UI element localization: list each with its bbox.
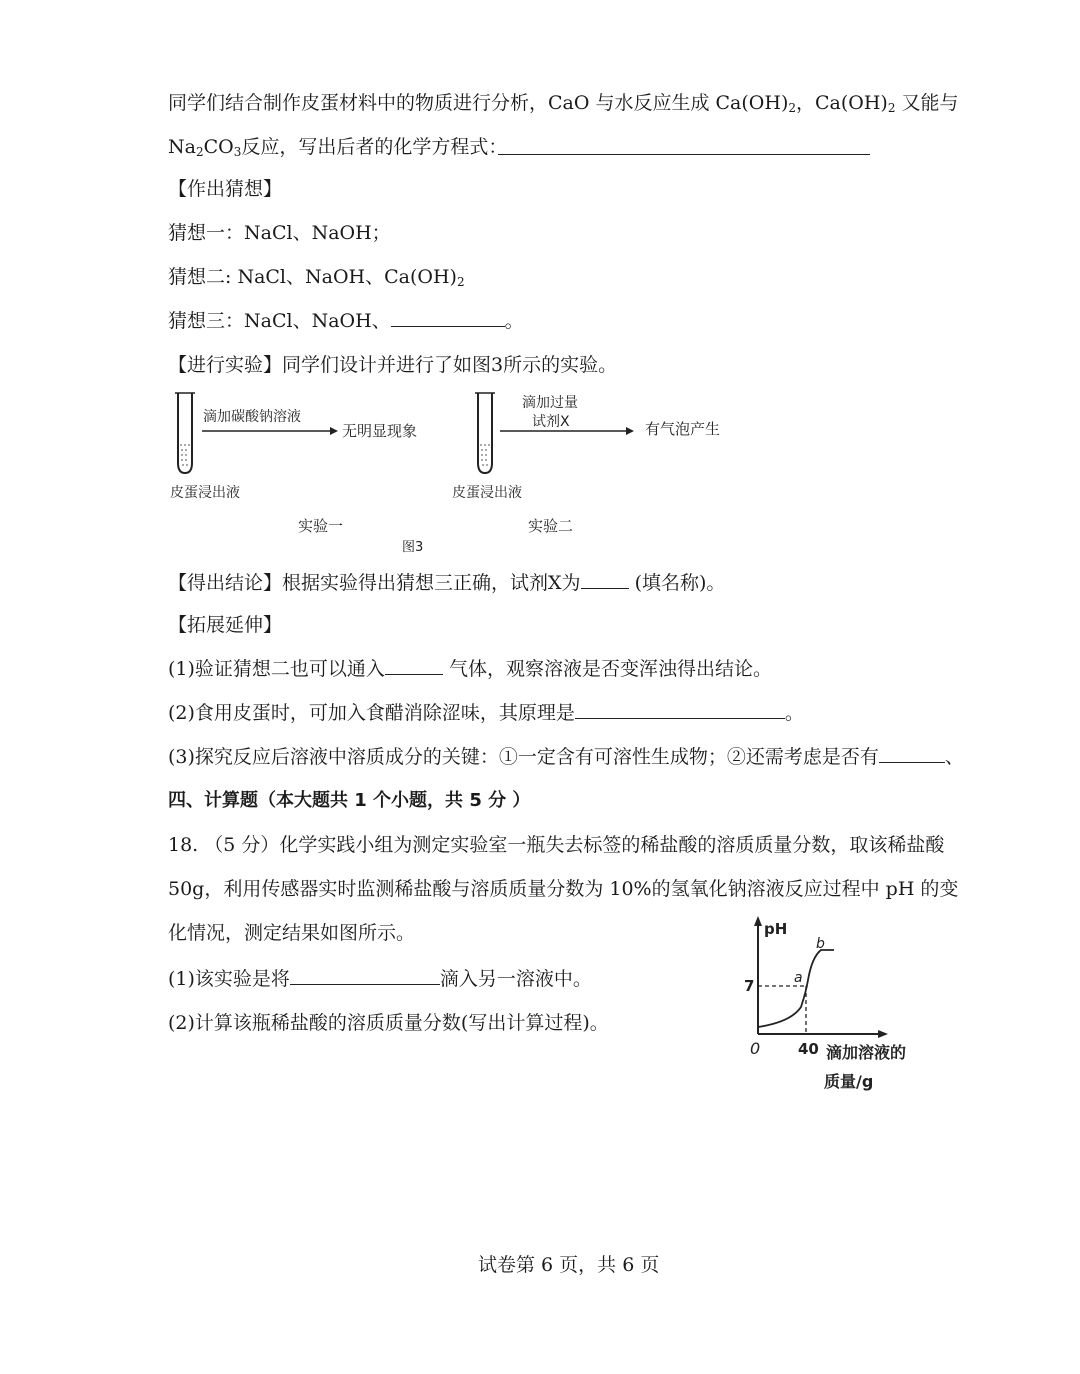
text: (填名称)。 (628, 572, 726, 594)
guess-one: 猜想一：NaCl、NaOH； (168, 222, 391, 244)
origin-label: 0 (750, 1039, 761, 1058)
section-title: 四、计算题（本大题共 1 个小题，共 5 分 ） (168, 790, 531, 811)
text: (2)食用皮蛋时，可加入食醋消除涩味，其原理是 (168, 702, 575, 724)
question-18-sub-1 (168, 966, 592, 992)
exp1-sample-label: 皮蛋浸出液 (170, 485, 240, 501)
y-tick-label: 7 (744, 977, 755, 995)
reagent-x-blank[interactable] (581, 570, 629, 589)
y-axis-arrow-icon (754, 916, 762, 926)
gas-blank[interactable] (385, 656, 443, 675)
consideration-blank[interactable] (879, 744, 945, 763)
text: 。 (784, 702, 804, 724)
text: Na (168, 136, 196, 158)
point-b-label: b (816, 936, 825, 952)
text: ，Ca(OH) (796, 92, 888, 114)
heading-extend: 【拓展延伸】 (168, 614, 283, 636)
text: (1)该实验是将 (168, 968, 290, 990)
text: 猜想二: NaCl、NaOH、Ca(OH) (168, 266, 457, 288)
text: 【得出结论】根据实验得出猜想三正确，试剂X为 (168, 572, 581, 594)
extension-1 (168, 656, 772, 682)
question-18-line-1: 18. （5 分）化学实践小组为测定实验室一瓶失去标签的稀盐酸的溶质质量分数，取该稀盐酸 (168, 834, 945, 856)
text: CO (203, 136, 234, 158)
guess-three-blank[interactable] (391, 308, 505, 327)
exp1-action-label: 滴加碳酸钠溶液 (203, 409, 301, 425)
x-axis-arrow-icon (878, 1030, 888, 1038)
text: 反应，写出后者的化学方程式： (241, 136, 508, 158)
ph-curve-graph (736, 912, 926, 1097)
conclusion (168, 570, 725, 596)
arrow-head-icon (330, 427, 338, 435)
test-tube-icon (175, 393, 195, 473)
experiment-intro: 【进行实验】同学们设计并进行了如图3所示的实验。 (168, 354, 618, 376)
ph-curve (758, 950, 834, 1027)
text: (3)探究反应后溶液中溶质成分的关键：①一定含有可溶性生成物；②还需考虑是否有 (168, 746, 879, 768)
principle-blank[interactable] (575, 700, 785, 719)
exp2-action-label-1: 滴加过量 (522, 395, 578, 411)
equation-answer-blank[interactable] (498, 154, 870, 155)
x-tick-label: 40 (798, 1040, 819, 1058)
question-18-line-2: 50g，利用传感器实时监测稀盐酸与溶质质量分数为 10%的氢氧化钠溶液反应过程中 pH 的变 (168, 878, 959, 900)
text: 、 (944, 746, 964, 768)
text: 又能与 (895, 92, 959, 114)
text: 同学们结合制作皮蛋材料中的物质进行分析，CaO 与水反应生成 Ca(OH) (168, 92, 789, 114)
guess-two (168, 264, 465, 290)
exp2-name-label: 实验二 (528, 517, 574, 535)
paragraph-line-1 (168, 90, 959, 116)
subscript: 2 (195, 145, 204, 159)
exp2-result-label: 有气泡产生 (645, 420, 721, 438)
figure-3-diagram (160, 385, 760, 560)
exp1-name-label: 实验一 (298, 517, 344, 535)
extension-3 (168, 744, 964, 770)
extension-2 (168, 700, 804, 726)
page-footer: 试卷第 6 页，共 6 页 (478, 1254, 660, 1276)
text: (1)验证猜想二也可以通入 (168, 658, 385, 680)
subscript: 2 (456, 275, 465, 289)
subscript: 3 (233, 145, 242, 159)
arrow-head-icon (626, 427, 634, 435)
text: 猜想三：NaCl、NaOH、 (168, 310, 391, 332)
paragraph-line-2 (168, 134, 507, 160)
text: 。 (504, 310, 524, 332)
subscript: 2 (887, 101, 896, 115)
exp2-sample-label: 皮蛋浸出液 (452, 485, 522, 501)
text: 滴入另一溶液中。 (439, 968, 592, 990)
x-axis-label-1: 滴加溶液的 (826, 1043, 907, 1062)
subscript: 2 (788, 101, 796, 115)
solution-blank[interactable] (290, 966, 440, 985)
figure-caption: 图3 (402, 540, 424, 555)
heading-guess: 【作出猜想】 (168, 178, 283, 200)
question-18-sub-2: (2)计算该瓶稀盐酸的溶质质量分数(写出计算过程)。 (168, 1012, 609, 1034)
guess-three (168, 308, 524, 334)
question-18-line-3: 化情况，测定结果如图所示。 (168, 922, 416, 944)
y-axis-label: pH (764, 920, 788, 938)
exp2-action-label-2: 试剂X (532, 414, 570, 430)
point-a-label: a (794, 970, 803, 986)
text: 气体，观察溶液是否变浑浊得出结论。 (442, 658, 772, 680)
x-axis-label-2: 质量/g (824, 1072, 874, 1091)
exp1-result-label: 无明显现象 (342, 422, 418, 440)
test-tube-icon (475, 393, 495, 473)
